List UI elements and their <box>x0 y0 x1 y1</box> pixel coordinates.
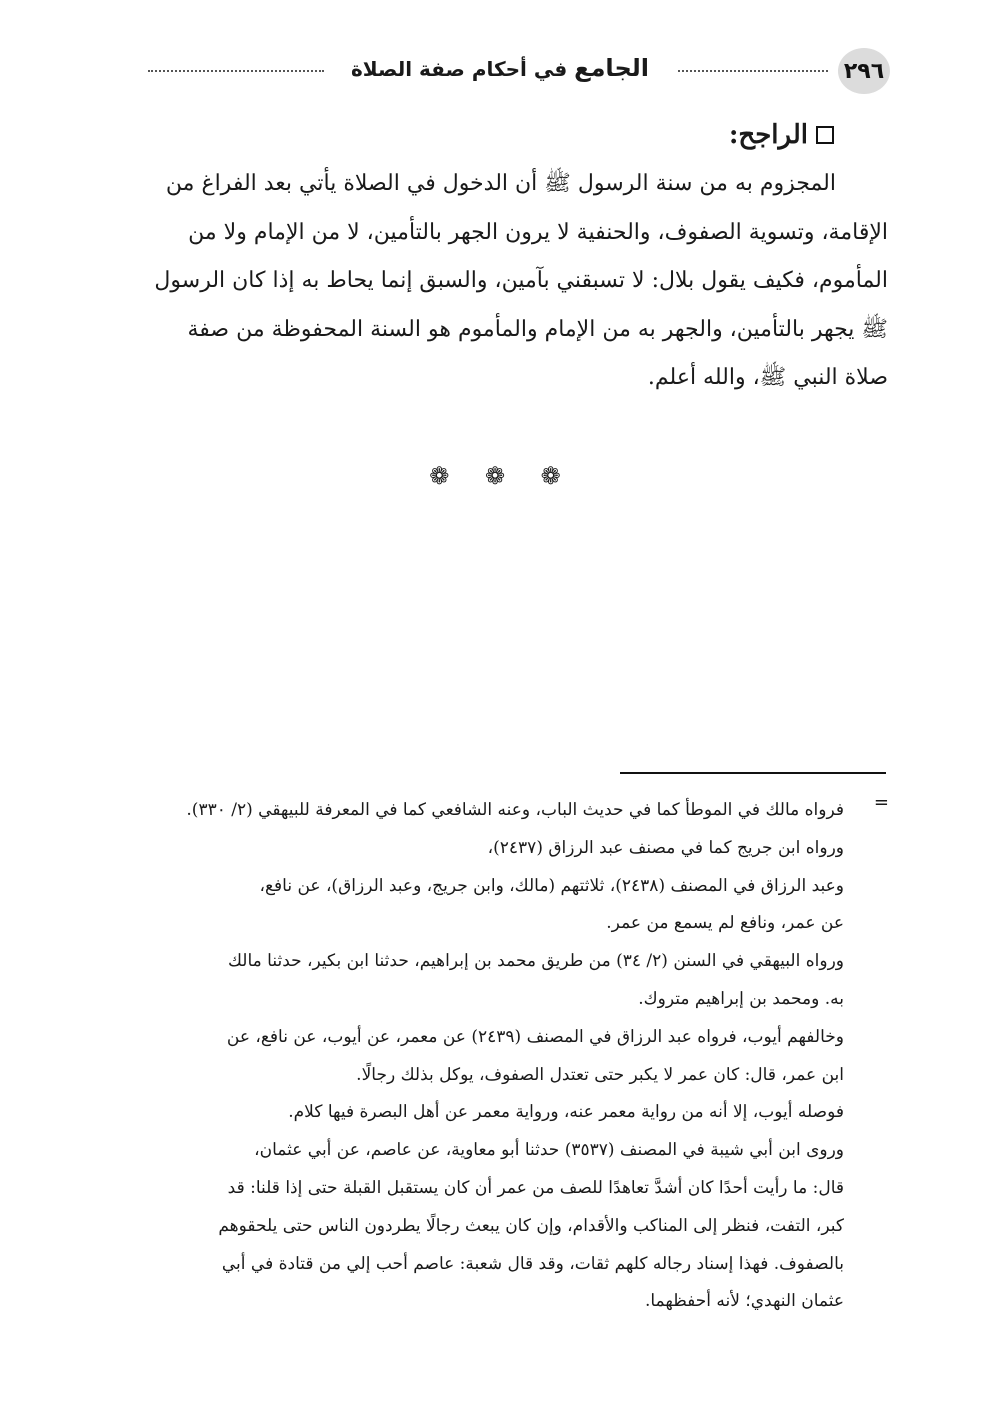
page-number: ٢٩٦ <box>838 48 890 94</box>
main-text <box>148 110 888 403</box>
footnote-line: فرواه مالك في الموطأ كما في حديث الباب، وعنه الشافعي كما في المعرفة للبيهقي (٢/ ٣٣٠). <box>186 800 844 820</box>
header-dotted-rule-right <box>678 70 828 72</box>
footnote-line: به. ومحمد بن إبراهيم متروك. <box>638 988 844 1009</box>
body-line: صلاة النبي ﷺ، والله أعلم. <box>647 365 888 390</box>
footnote-line: وروى ابن أبي شيبة في المصنف (٣٥٣٧) حدثنا أبو معاوية، عن عاصم، عن أبي عثمان، <box>254 1140 844 1161</box>
body-line: المأموم، فكيف يقول بلال: لا تسبقني بآمين، والسبق إنما يحاط به إذا كان الرسول <box>154 268 888 293</box>
footnote-line: كبر، التفت، فنظر إلى المناكب والأقدام، وإن كان يبعث رجالًا يطردون الناس حتى يلحقوهم <box>218 1215 844 1236</box>
running-header <box>148 48 890 98</box>
section-heading-label: الراجح: <box>728 120 808 150</box>
footnote-line: عن عمر، ونافع لم يسمع من عمر. <box>606 913 844 934</box>
footnote-line: ورواه البيهقي في السنن (٢/ ٣٤) من طريق محمد بن إبراهيم، حدثنا ابن بكير، حدثنا مالك <box>227 951 844 972</box>
body-line: المجزوم به من سنة الرسول ﷺ أن الدخول في الصلاة يأتي بعد الفراغ من <box>165 171 836 196</box>
footnote-line: فوصله أيوب، إلا أنه من رواية معمر عنه، ورواية معمر عن أهل البصرة فيها كلام. <box>288 1102 844 1123</box>
book-title-rest: في أحكام صفة الصلاة <box>351 57 568 81</box>
header-dotted-rule-left <box>148 70 324 72</box>
footnote-line: بالصفوف. فهذا إسناد رجاله كلهم ثقات، وقد قال شعبة: عاصم أحب إلي من قتادة في أبي <box>221 1253 844 1274</box>
footnote-line: وعبد الرزاق في المصنف (٢٤٣٨)، ثلاثتهم (مالك، وابن جريج، وعبد الرزاق)، عن نافع، <box>259 875 844 896</box>
footnote-text <box>148 792 844 1321</box>
book-title <box>330 54 670 82</box>
body-line: الإقامة، وتسوية الصفوف، والحنفية لا يرون الجهر بالتأمين، لا من الإمام ولا من <box>188 219 888 245</box>
body-paragraph <box>148 160 888 403</box>
square-bullet-icon <box>816 126 834 144</box>
footnote-continuation-marker: = <box>873 792 889 813</box>
footnote-line: وخالفهم أيوب، فرواه عبد الرزاق في المصنف (٢٤٣٩) عن معمر، عن أيوب، عن نافع، عن <box>226 1026 844 1047</box>
footnote-line: ابن عمر، قال: كان عمر لا يكبر حتى تعتدل الصفوف، يوكل بذلك رجالًا. <box>356 1064 844 1085</box>
footnote-block <box>148 792 888 1321</box>
section-divider-ornament: ❁ ❁ ❁ <box>429 462 575 490</box>
section-heading <box>148 110 834 160</box>
body-line: ﷺ يجهر بالتأمين، والجهر به من الإمام والمأموم هو السنة المحفوظة من صفة <box>187 316 888 342</box>
footnote-separator <box>620 772 886 774</box>
footnote-line: ورواه ابن جريج كما في مصنف عبد الرزاق (٢٤٣٧)، <box>487 837 844 858</box>
footnote-line: قال: ما رأيت أحدًا كان أشدَّ تعاهدًا للصف من عمر أن كان يستقبل القبلة حتى إذا قلنا: قد <box>227 1177 844 1198</box>
footnote-line: عثمان النهدي؛ لأنه أحفظهما. <box>644 1291 844 1312</box>
book-title-main: الجامع <box>574 54 649 82</box>
